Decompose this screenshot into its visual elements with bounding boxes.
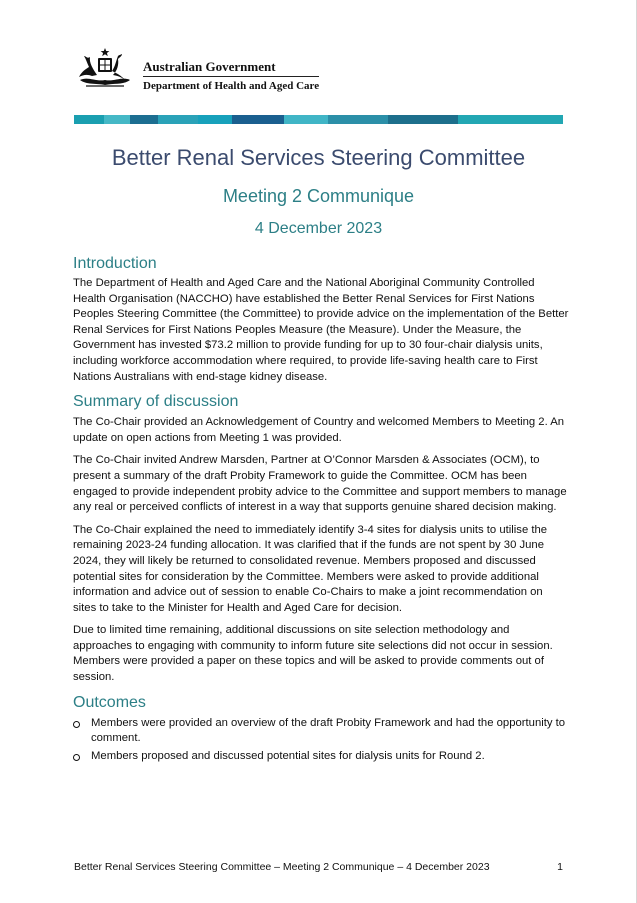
band-segment xyxy=(458,115,563,124)
header-divider xyxy=(143,76,319,77)
color-band xyxy=(74,115,563,124)
page-footer xyxy=(74,861,563,873)
outcome-item xyxy=(73,716,569,747)
department-name: Department of Health and Aged Care xyxy=(143,80,320,92)
band-segment xyxy=(388,115,458,124)
document-title: Better Renal Services Steering Committee xyxy=(111,145,526,170)
introduction-paragraph: The Department of Health and Aged Care and the National Aboriginal Community Controlled Health Organisation (NACCHO) have established the Better Renal Services for First Nations Peoples Steering Committee (the Committee) to provide advice on the implementation of the Better Renal Services for First Nations Peoples Measure (the Measure). Under the Measure, the Government has invested $73.2 million to provide funding for up to 30 four-chair dialysis units, including workforce accommodation where required, to provide life-saving health care to First Nations Australians with end-stage kidney disease. xyxy=(73,277,569,383)
page-number: 1 xyxy=(557,861,563,873)
outcomes-heading: Outcomes xyxy=(73,693,146,711)
bullet-circle-icon xyxy=(73,754,80,761)
document-date: 4 December 2023 xyxy=(254,220,383,237)
government-name: Australian Government xyxy=(143,59,276,74)
footer-text: Better Renal Services Steering Committee – Meeting 2 Communique – 4 December 2023 xyxy=(74,861,490,873)
summary-paragraph: The Co-Chair invited Andrew Marsden, Partner at O’Connor Marsden & Associates (OCM), to present a summary of the draft Probity Framework to guide the Committee. OCM has been engaged to provide independent probity advice to the Committee and support members to manage any real or perceived conflicts of interest in a way that supports genuine shared decision making. xyxy=(73,454,567,514)
summary-paragraph: Due to limited time remaining, additional discussions on site selection methodology and approaches to engaging with community to inform future site selections did not occur in session. Members were provided a paper on these topics and will be asked to provide comments out of session. xyxy=(73,624,553,684)
introduction-heading: Introduction xyxy=(73,255,157,272)
outcomes-list xyxy=(73,716,569,765)
band-segment xyxy=(104,115,130,124)
band-segment xyxy=(328,115,388,124)
document-body xyxy=(73,254,569,766)
band-segment xyxy=(130,115,158,124)
band-segment xyxy=(74,115,104,124)
band-segment xyxy=(198,115,232,124)
coat-of-arms-icon xyxy=(74,47,136,89)
bullet-circle-icon xyxy=(73,721,80,728)
band-segment xyxy=(158,115,198,124)
summary-paragraph: The Co-Chair provided an Acknowledgement of Country and welcomed Members to Meeting 2. An update on open actions from Meeting 1 was provided. xyxy=(73,416,565,444)
outcome-item xyxy=(73,749,569,765)
summary-heading: Summary of discussion xyxy=(73,393,239,411)
outcome-text: Members proposed and discussed potential sites for dialysis units for Round 2. xyxy=(91,749,485,762)
band-segment xyxy=(284,115,328,124)
band-segment xyxy=(232,115,284,124)
document-subtitle: Meeting 2 Communique xyxy=(222,186,415,206)
summary-paragraph: The Co-Chair explained the need to immediately identify 3-4 sites for dialysis units to utilise the remaining 2023-24 funding allocation. It was clarified that if the funds are not spent by 30 June 2024, they will likely be returned to consolidated revenue. Members proposed and discussed potential sites for consideration by the Committee. Members were asked to provide additional information and advice out of session to enable Co-Chairs to make a joint recommendation on sites to take to the Minister for Health and Aged Care for decision. xyxy=(73,523,548,614)
outcome-text: Members were provided an overview of the draft Probity Framework and had the opportunity to comment. xyxy=(91,716,566,745)
